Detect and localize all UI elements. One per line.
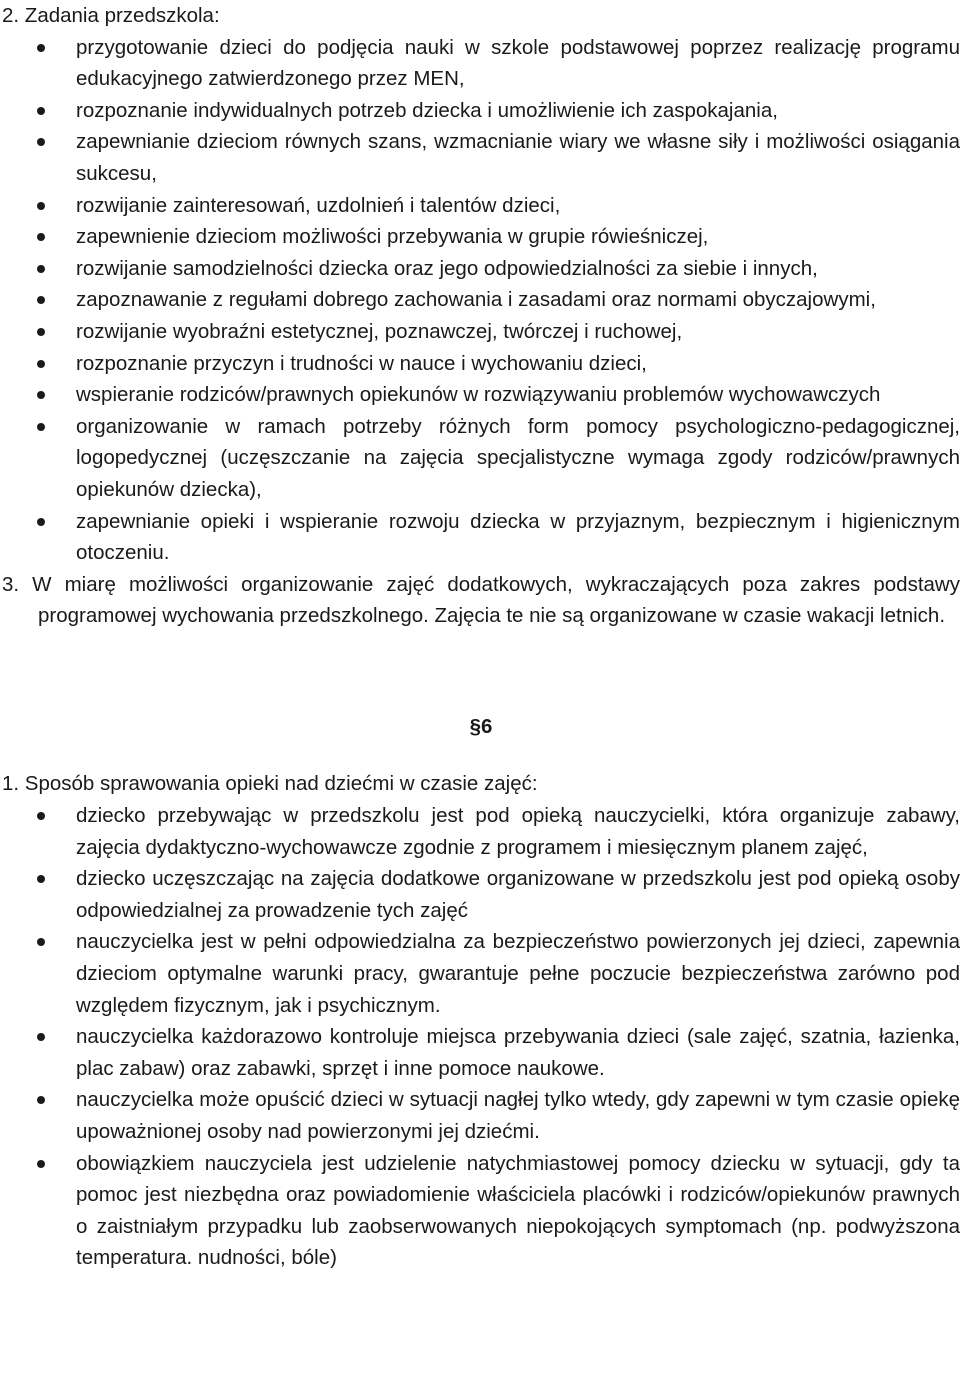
list-item: rozwijanie samodzielności dziecka oraz jego odpowiedzialności za siebie i innych, bbox=[76, 253, 960, 285]
paragraph-6-heading: §6 bbox=[469, 714, 493, 738]
list-item: nauczycielka każdorazowo kontroluje miejsca przebywania dzieci (sale zajęć, szatnia, łazienka, plac zabaw) oraz zabawki, sprzęt i inne pomoce naukowe. bbox=[76, 1021, 960, 1084]
list-item: organizowanie w ramach potrzeby różnych form pomocy psychologiczno-pedagogicznej, logopedycznej (uczęszczanie na zajęcia specjalistyczne wymaga zgody rodziców/prawnych opiekunów dziecka), bbox=[76, 411, 960, 506]
list-item: dziecko uczęszczając na zajęcia dodatkowe organizowane w przedszkolu jest pod opieką osoby odpowiedzialnej za prowadzenie tych zajęć bbox=[76, 863, 960, 926]
section-2-heading: 2. Zadania przedszkola: bbox=[2, 4, 220, 27]
list-item: zapewnienie dzieciom możliwości przebywania w grupie rówieśniczej, bbox=[76, 221, 960, 253]
list-item: nauczycielka może opuścić dzieci w sytuacji nagłej tylko wtedy, gdy zapewni w tym czasie opiekę upoważnionej osoby nad powierzonymi jej dziećmi. bbox=[76, 1084, 960, 1147]
list-item: zapoznawanie z regułami dobrego zachowania i zasadami oraz normami obyczajowymi, bbox=[76, 284, 960, 316]
care-rules-list bbox=[0, 800, 960, 1274]
section-3-paragraph: 3. W miarę możliwości organizowanie zajęć dodatkowych, wykraczających poza zakres podstawy programowej wychowania przedszkolnego. Zajęcia te nie są organizowane w czasie wakacji letnich. bbox=[2, 572, 960, 628]
list-item: obowiązkiem nauczyciela jest udzielenie natychmiastowej pomocy dziecku w sytuacji, gdy ta pomoc jest niezbędna oraz powiadomienie właściciela placówki i rodziców/opiekunów prawnych o zaistniałym przypadku lub zaobserwowanych niepokojących symptomach (np. podwyższona temperatura. nudności, bóle) bbox=[76, 1148, 960, 1274]
care-heading: 1. Sposób sprawowania opieki nad dziećmi w czasie zajęć: bbox=[2, 772, 538, 796]
list-item: rozwijanie wyobraźni estetycznej, poznawczej, twórczej i ruchowej, bbox=[76, 316, 960, 348]
list-item: przygotowanie dzieci do podjęcia nauki w szkole podstawowej poprzez realizację programu edukacyjnego zatwierdzonego przez MEN, bbox=[76, 32, 960, 95]
section-2-task-list bbox=[0, 32, 960, 569]
list-item: nauczycielka jest w pełni odpowiedzialna za bezpieczeństwo powierzonych jej dzieci, zapewnia dzieciom optymalne warunki pracy, gwarantuje pełne poczucie bezpieczeństwa zarówno pod względem fizycznym, jak i psychicznym. bbox=[76, 926, 960, 1021]
list-item: dziecko przebywając w przedszkolu jest pod opieką nauczycielki, która organizuje zabawy, zajęcia dydaktyczno-wychowawcze zgodnie z programem i miesięcznym planem zajęć, bbox=[76, 800, 960, 863]
list-item: rozpoznanie indywidualnych potrzeb dziecka i umożliwienie ich zaspokajania, bbox=[76, 95, 960, 127]
list-item: zapewnianie dzieciom równych szans, wzmacnianie wiary we własne siły i możliwości osiągania sukcesu, bbox=[76, 126, 960, 189]
list-item: wspieranie rodziców/prawnych opiekunów w rozwiązywaniu problemów wychowawczych bbox=[76, 379, 960, 411]
list-item: zapewnianie opieki i wspieranie rozwoju dziecka w przyjaznym, bezpiecznym i higienicznym otoczeniu. bbox=[76, 506, 960, 569]
list-item: rozwijanie zainteresowań, uzdolnień i talentów dzieci, bbox=[76, 190, 960, 222]
list-item: rozpoznanie przyczyn i trudności w nauce i wychowaniu dzieci, bbox=[76, 348, 960, 380]
